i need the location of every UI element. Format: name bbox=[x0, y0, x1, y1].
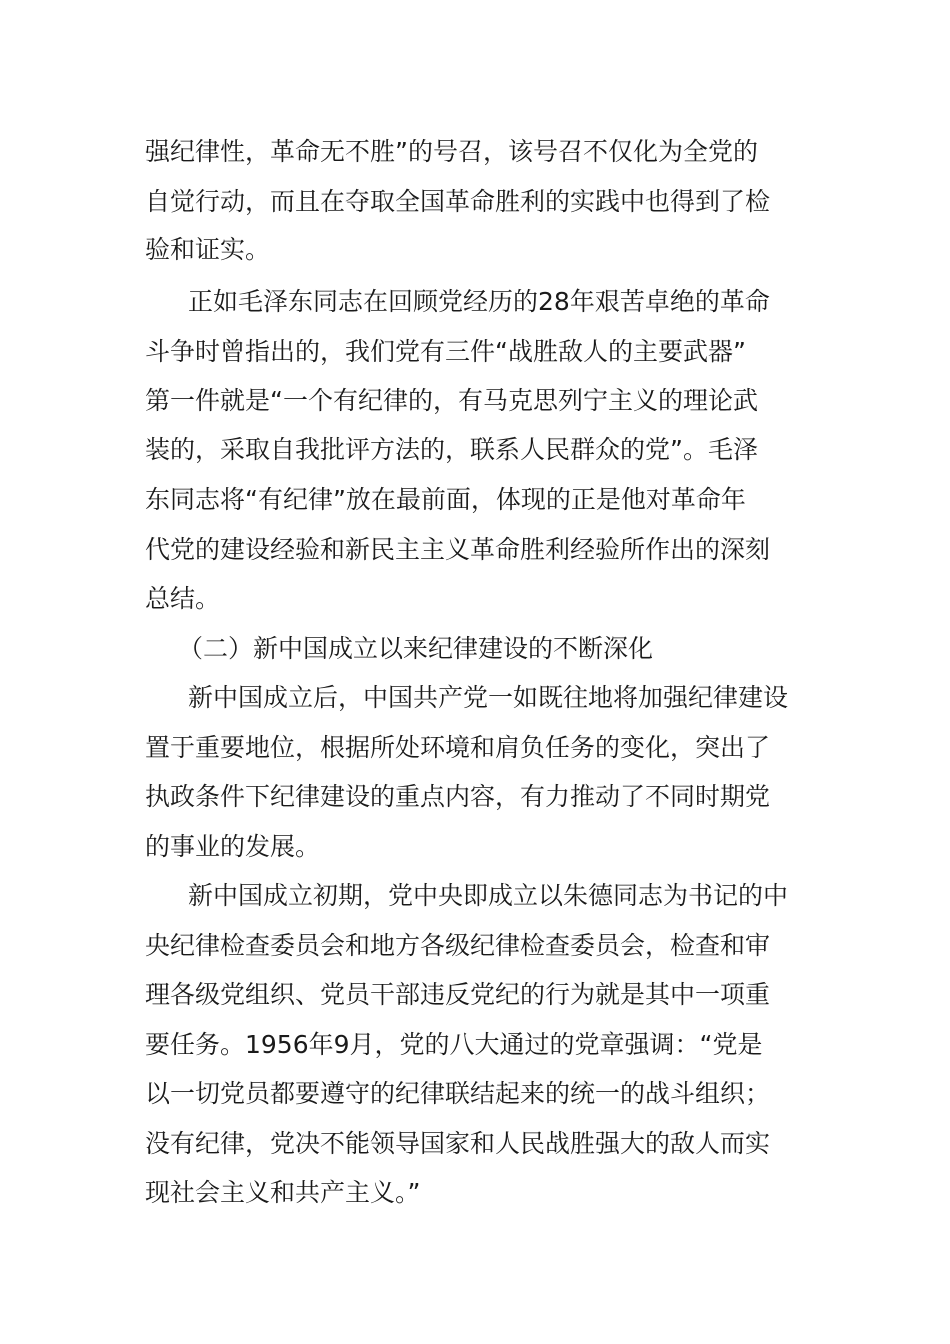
text-line: 第一件就是“一个有纪律的，有马克思列宁主义的理论武 bbox=[145, 386, 758, 415]
text-line: 斗争时曾指出的，我们党有三件“战胜敌人的主要武器” bbox=[145, 337, 746, 366]
text-line: 央纪律检查委员会和地方各级纪律检查委员会，检查和审 bbox=[145, 931, 771, 960]
text-line: 装的，采取自我批评方法的，联系人民群众的党”。毛泽 bbox=[145, 435, 758, 464]
text-line: 代党的建设经验和新民主主义革命胜利经验所作出的深刻 bbox=[145, 535, 771, 564]
text-line: 的事业的发展。 bbox=[145, 832, 321, 861]
text-line: 正如毛泽东同志在回顾党经历的28年艰苦卓绝的革命 bbox=[188, 287, 770, 316]
text-line: 新中国成立后，中国共产党一如既往地将加强纪律建设 bbox=[188, 683, 789, 712]
text-line: 强纪律性，革命无不胜”的号召，该号召不仅化为全党的 bbox=[145, 137, 758, 166]
text-line: 执政条件下纪律建设的重点内容，有力推动了不同时期党 bbox=[145, 782, 771, 811]
text-line: 东同志将“有纪律”放在最前面，体现的正是他对革命年 bbox=[145, 485, 746, 514]
text-line: 要任务。1956年9月，党的八大通过的党章强调：“党是 bbox=[145, 1030, 763, 1059]
text-line: 自觉行动，而且在夺取全国革命胜利的实践中也得到了检 bbox=[145, 187, 771, 216]
text-line: 现社会主义和共产主义。” bbox=[145, 1178, 421, 1207]
text-line: 以一切党员都要遵守的纪律联结起来的统一的战斗组织； bbox=[145, 1079, 771, 1108]
section-heading: （二）新中国成立以来纪律建设的不断深化 bbox=[178, 634, 654, 663]
text-line: 新中国成立初期，党中央即成立以朱德同志为书记的中 bbox=[188, 881, 789, 910]
text-line: 没有纪律，党决不能领导国家和人民战胜强大的敌人而实 bbox=[145, 1129, 771, 1158]
text-line: 总结。 bbox=[145, 584, 221, 613]
text-line: 验和证实。 bbox=[145, 235, 271, 264]
text-line: 理各级党组织、党员干部违反党纪的行为就是其中一项重 bbox=[145, 980, 771, 1009]
text-line: 置于重要地位，根据所处环境和肩负任务的变化，突出了 bbox=[145, 733, 771, 762]
